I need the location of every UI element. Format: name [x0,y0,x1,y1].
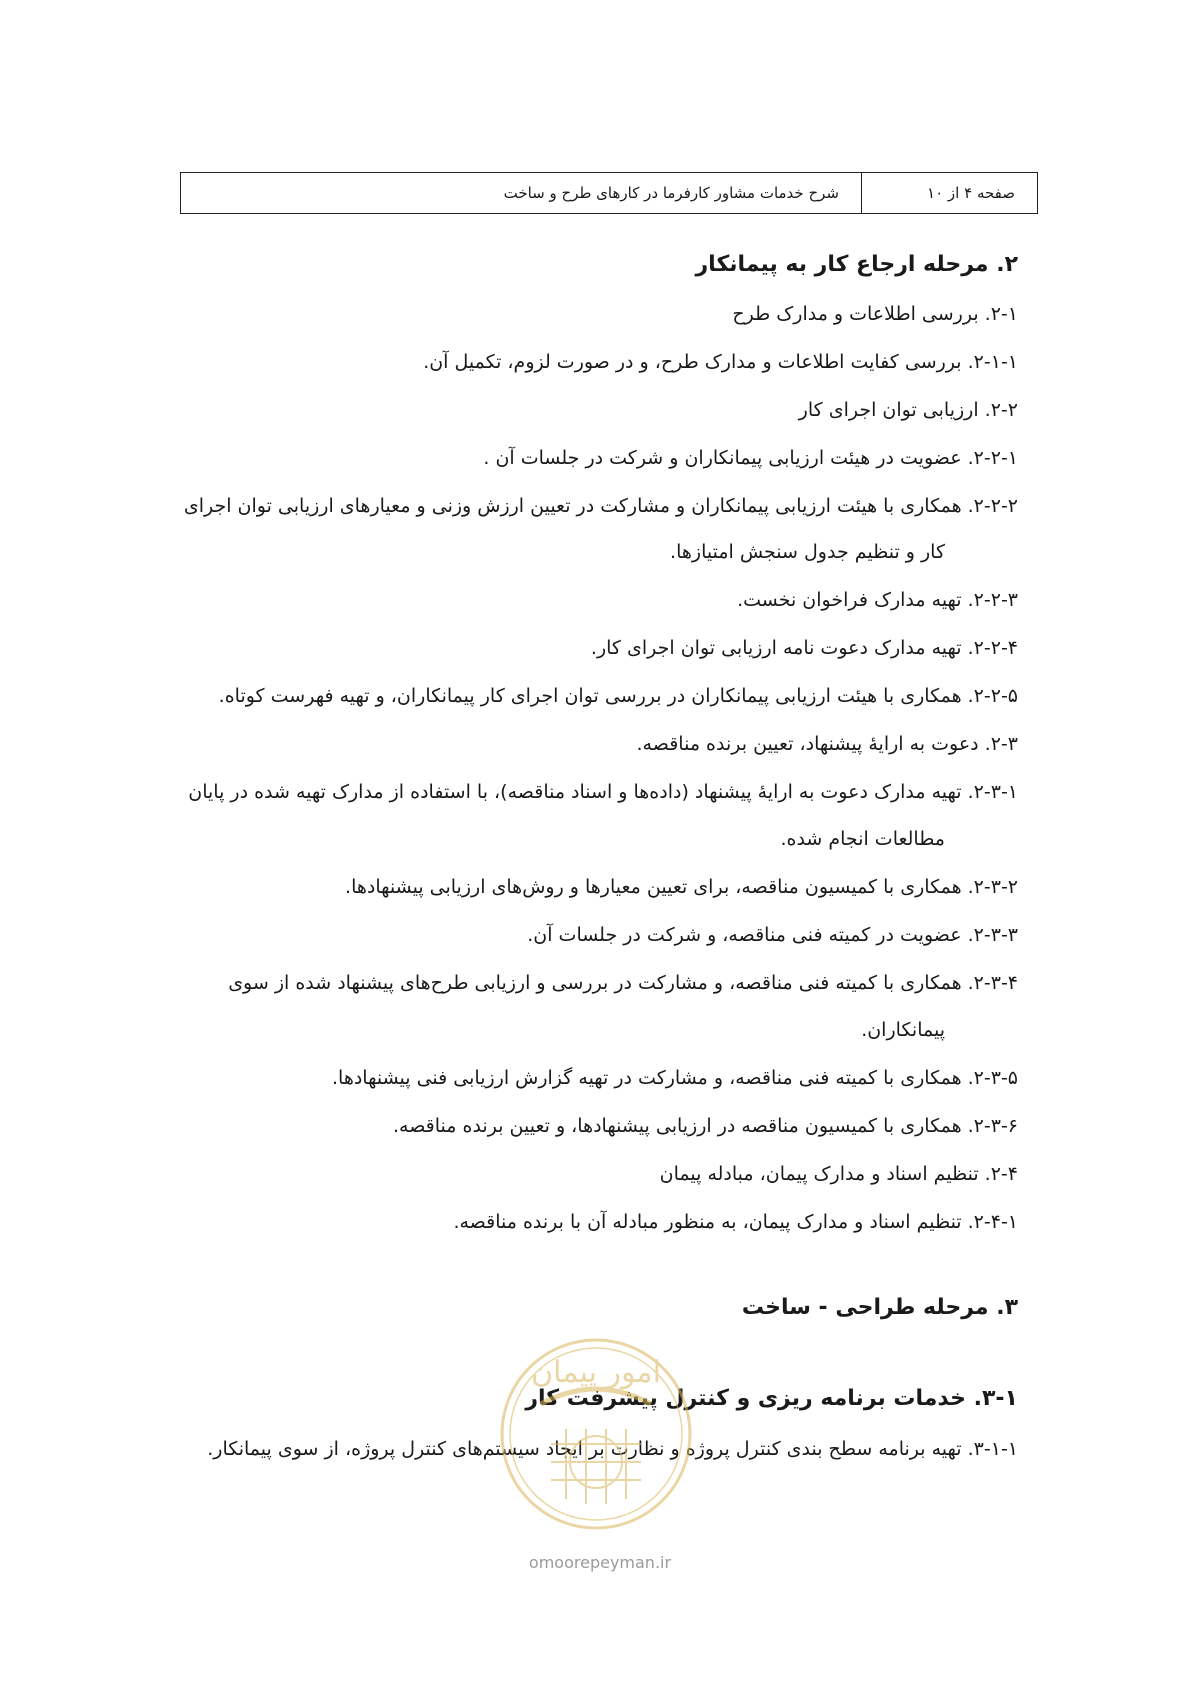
list-item-continuation: پیمانکاران. [861,1019,945,1041]
list-item: ۲-۲-۱. عضویت در هیئت ارزیابی پیمانکاران و شرکت در جلسات آن . [483,447,1018,469]
watermark-logo-icon [496,1334,696,1534]
list-item: ۲-۱-۱. بررسی کفایت اطلاعات و مدارک طرح، و در صورت لزوم، تکمیل آن. [423,351,1018,373]
list-item: ۲-۳-۶. همکاری با کمیسیون مناقصه در ارزیابی پیشنهادها، و تعیین برنده مناقصه. [392,1115,1018,1137]
subsection-heading: ۲-۴. تنظیم اسناد و مدارک پیمان، مبادله پیمان [659,1163,1018,1185]
list-item: ۲-۳-۵. همکاری با کمیته فنی مناقصه، و مشارکت در تهیه گزارش ارزیابی فنی پیشنهادها. [332,1067,1018,1089]
list-item: ۲-۲-۲. همکاری با هیئت ارزیابی پیمانکاران و مشارکت در تعیین ارزش وزنی و معیارهای ارزیابی توان اجرای [183,495,1018,517]
list-item: ۲-۳-۲. همکاری با کمیسیون مناقصه، برای تعیین معیارها و روش‌های ارزیابی پیشنهادها. [345,876,1018,898]
list-item-continuation: کار و تنظیم جدول سنجش امتیازها. [670,541,945,563]
list-item: ۲-۲-۳. تهیه مدارک فراخوان نخست. [737,589,1018,611]
page-header [180,172,1038,214]
section-heading: ۲. مرحله ارجاع کار به پیمانکار [695,252,1018,277]
list-item: ۲-۴-۱. تنظیم اسناد و مدارک پیمان، به منظور مبادله آن با برنده مناقصه. [453,1211,1018,1233]
list-item: ۲-۳-۳. عضویت در کمیته فنی مناقصه، و شرکت در جلسات آن. [527,924,1018,946]
subsection-heading: ۲-۳. دعوت به ارایهٔ پیشنهاد، تعیین برنده مناقصه. [636,733,1018,755]
list-item: ۳-۱-۱. تهیه برنامه سطح بندی کنترل پروژه و نظارت بر ایجاد سیستم‌های کنترل پروژه، از سوی پیمانکار. [207,1438,1018,1460]
subsection-heading: ۳-۱. خدمات برنامه ریزی و کنترل پیشرفت کار [525,1386,1018,1411]
list-item: ۲-۳-۴. همکاری با کمیته فنی مناقصه، و مشارکت در بررسی و ارزیابی طرح‌های پیشنهاد شده از سوی [228,972,1018,994]
list-item: ۲-۲-۴. تهیه مدارک دعوت نامه ارزیابی توان اجرای کار. [590,637,1018,659]
list-item: ۲-۳-۱. تهیه مدارک دعوت به ارایهٔ پیشنهاد (داده‌ها و اسناد مناقصه)، با استفاده از مدارک تهیه شده در پایان [188,781,1018,803]
document-title: شرح خدمات مشاور کارفرما در کارهای طرح و ساخت [503,184,839,202]
subsection-heading: ۲-۲. ارزیابی توان اجرای کار [798,399,1018,421]
list-item: ۲-۲-۵. همکاری با هیئت ارزیابی پیمانکاران در بررسی توان اجرای کار پیمانکاران، و تهیه فهرست کوتاه. [218,685,1018,707]
list-item-continuation: مطالعات انجام شده. [780,828,945,850]
watermark-logo-text: امور پیمان [531,1355,661,1390]
subsection-heading: ۲-۱. بررسی اطلاعات و مدارک طرح [732,303,1018,325]
watermark-url: omoorepeyman.ir [528,1553,672,1572]
page-number: صفحه ۴ از ۱۰ [861,173,1037,213]
section-heading: ۳. مرحله طراحی - ساخت [741,1295,1018,1320]
